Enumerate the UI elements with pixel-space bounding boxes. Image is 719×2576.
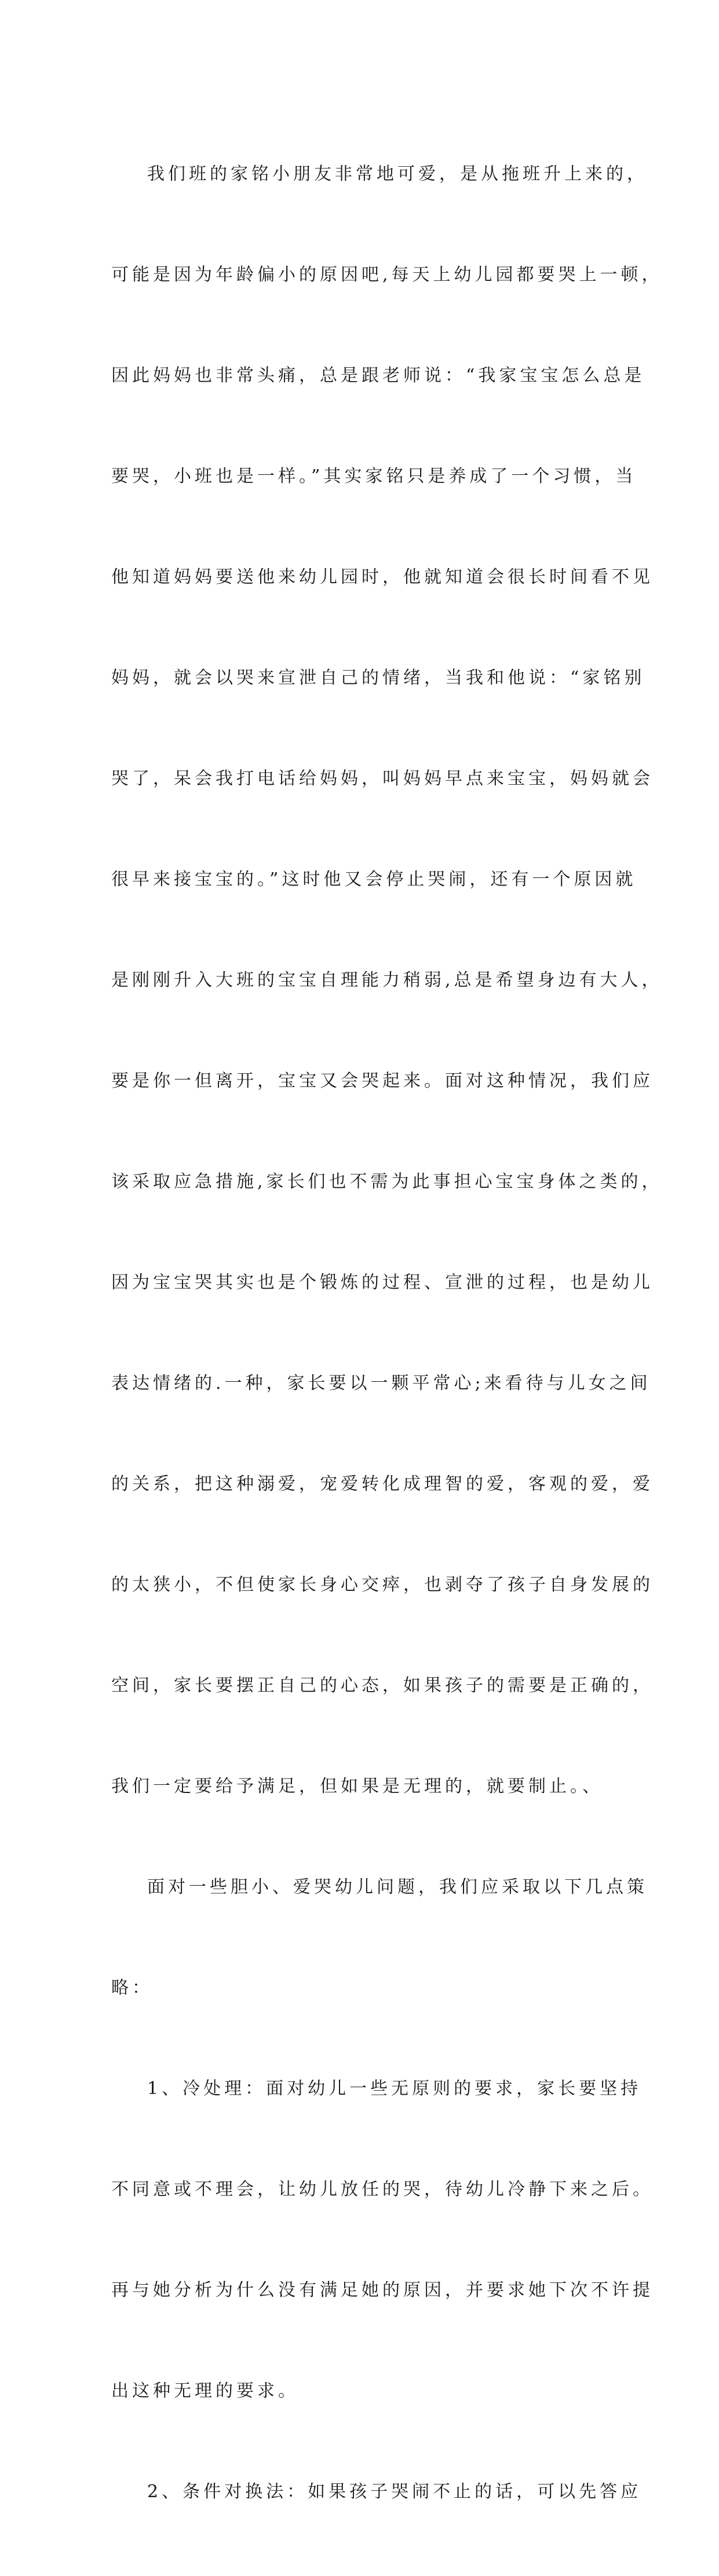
text-line: 是刚刚升入大班的宝宝自理能力稍弱,总是希望身边有大人， xyxy=(111,970,663,990)
text-line: 空间，家长要摆正自己的心态，如果孩子的需要是正确的， xyxy=(111,1675,654,1696)
text-line: 很早来接宝宝的。”这时他又会停止哭闹，还有一个原因就 xyxy=(111,869,637,890)
text-line: 略： xyxy=(111,1978,153,1998)
body-text xyxy=(111,90,663,2576)
text-line: 面对一些胆小、爱哭幼儿问题，我们应采取以下几点策 xyxy=(147,1877,648,1897)
text-line: 的关系，把这种溺爱，宠爱转化成理智的爱，客观的爱，爱 xyxy=(111,1474,654,1494)
text-line: 的太狭小，不但使家长身心交瘁，也剥夺了孩子自身发展的 xyxy=(111,1575,654,1595)
text-line: 不同意或不理会，让幼儿放任的哭，待幼儿冷静下来之后。 xyxy=(111,2179,654,2200)
text-line: 出这种无理的要求。 xyxy=(111,2381,299,2401)
text-line: 妈妈，就会以哭来宣泄自己的情绪，当我和他说：“家铭别 xyxy=(111,668,645,688)
text-line: 表达情绪的.一种，家长要以一颗平常心;来看待与儿女之间 xyxy=(111,1373,651,1393)
text-line: 哭了，呆会我打电话给妈妈，叫妈妈早点来宝宝，妈妈就会 xyxy=(111,769,654,789)
text-line: 该采取应急措施,家长们也不需为此事担心宝宝身体之类的， xyxy=(111,1172,663,1192)
text-line: 他知道妈妈要送他来幼儿园时，他就知道会很长时间看不见 xyxy=(111,567,654,587)
text-line: 再与她分析为什么没有满足她的原因，并要求她下次不许提 xyxy=(111,2280,654,2300)
text-line: 要是你一但离开，宝宝又会哭起来。面对这种情况，我们应 xyxy=(111,1071,654,1091)
text-line: 1、冷处理：面对幼儿一些无原则的要求，家长要坚持 xyxy=(147,2079,642,2099)
text-line: 可能是因为年龄偏小的原因吧,每天上幼儿园都要哭上一顿， xyxy=(111,265,663,285)
text-line: 我们班的家铭小朋友非常地可爱，是从拖班升上来的， xyxy=(147,164,648,184)
text-line: 因此妈妈也非常头痛，总是跟老师说：“我家宝宝怎么总是 xyxy=(111,365,645,386)
text-line: 我们一定要给予满足，但如果是无理的，就要制止。、 xyxy=(111,1776,603,1796)
text-line: 2、条件对换法：如果孩子哭闹不止的话，可以先答应 xyxy=(147,2482,642,2502)
text-line: 要哭，小班也是一样。”其实家铭只是养成了一个习惯，当 xyxy=(111,466,637,486)
text-line: 因为宝宝哭其实也是个锻炼的过程、宣泄的过程，也是幼儿 xyxy=(111,1272,654,1293)
